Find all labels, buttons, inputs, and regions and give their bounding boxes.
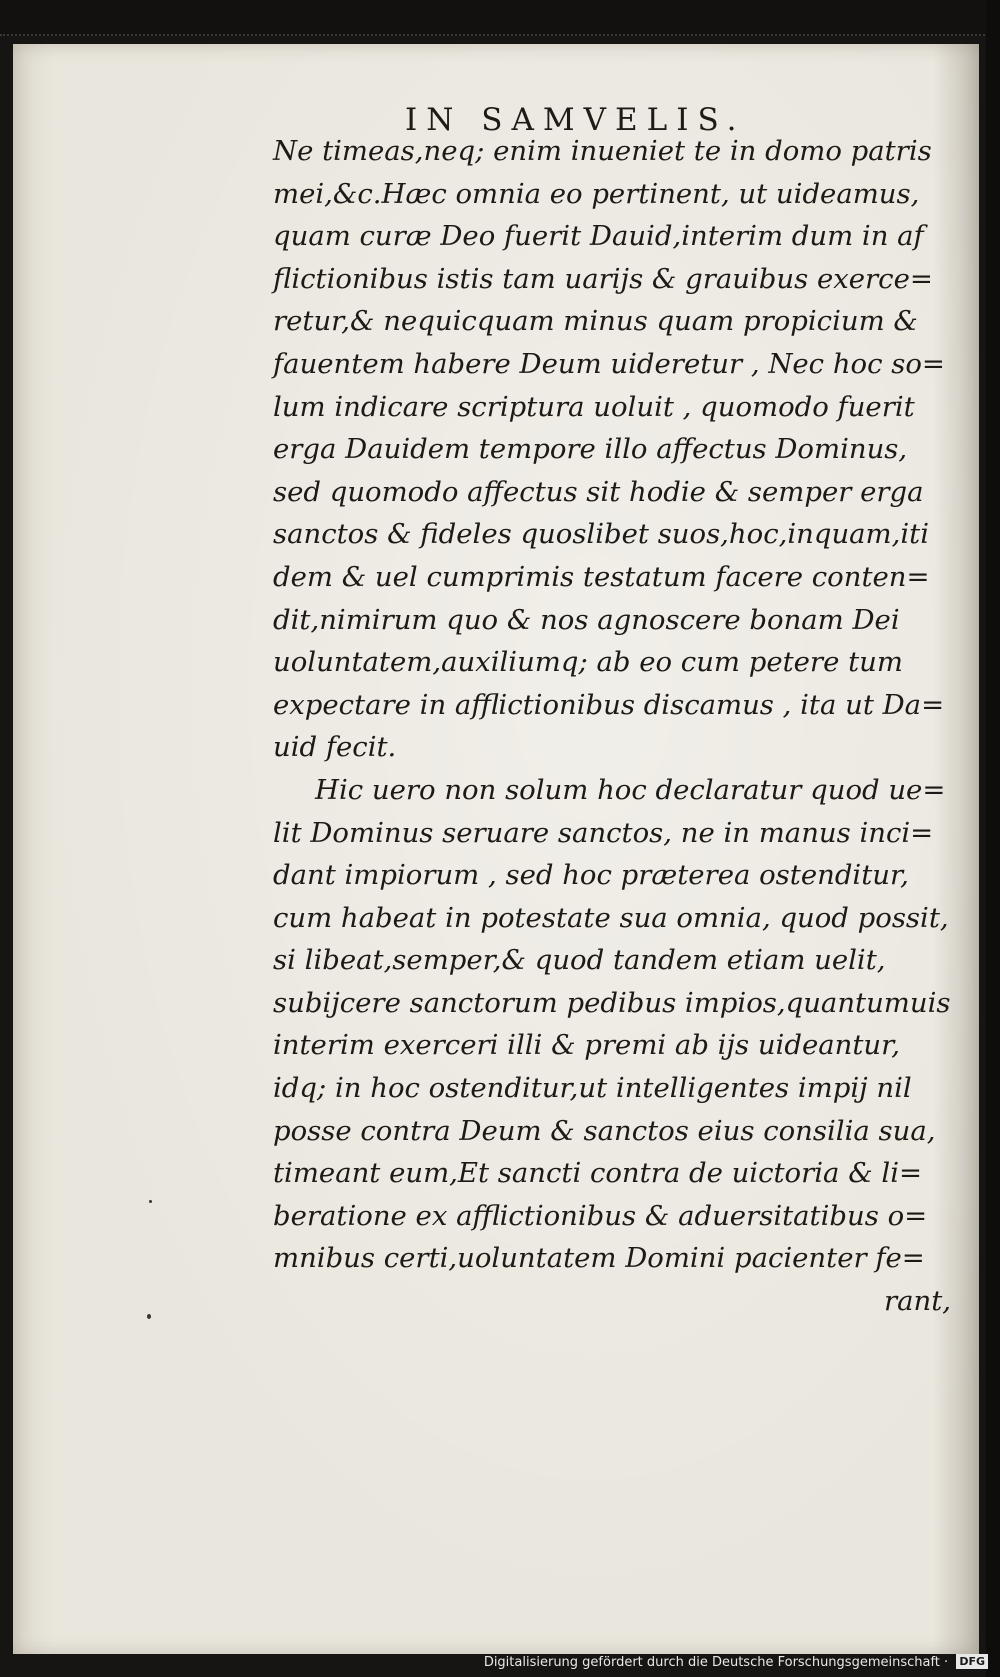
text-line-content: mei,&c.Hæc omnia eo pertinent, ut uideamus, [273,177,920,210]
text-line [273,897,973,940]
text-line-content: lum indicare scriptura uoluit , quomodo fuerit [273,390,915,423]
text-line-content: expectare in afflictionibus discamus , ita ut Da= [273,688,945,721]
text-line-content: lit Dominus seruare sanctos, ne in manus inci= [273,816,934,849]
text-line-content: retur,& nequicquam minus quam propicium & [273,305,918,338]
book-page [13,44,979,1654]
text-line-content: quam curæ Deo fuerit Dauid,interim dum in af [273,220,924,253]
text-line [273,513,973,556]
text-line-content: mnibus certi,uoluntatem Domini pacienter fe= [273,1242,925,1275]
text-line [273,215,973,258]
text-line [273,684,973,727]
text-line-content: erga Dauidem tempore illo affectus Dominus, [273,433,908,466]
text-line [273,1067,973,1110]
text-line [273,1195,973,1238]
text-line [273,939,973,982]
text-line-content: fauentem habere Deum uideretur , Nec hoc so= [273,347,945,380]
digitization-credit [484,1653,988,1673]
credit-text: Digitalisierung gefördert durch die Deutsche Forschungsgemeinschaft · [483,1655,949,1670]
running-head: IN SAMVELIS. [405,102,746,138]
text-line [273,599,973,642]
text-line [273,428,973,471]
text-line-content: uid fecit. [273,731,397,764]
text-line-content: dant impiorum , sed hoc præterea ostenditur, [273,859,909,892]
text-line [273,854,973,897]
text-line [273,556,973,599]
text-line-content: si libeat,semper,& quod tandem etiam uelit, [273,944,886,977]
text-line [273,726,973,769]
text-line-content: timeant eum,Et sancti contra de uictoria & li= [273,1157,923,1190]
text-line [273,1152,973,1195]
ink-speck [149,1200,152,1203]
text-line-content: interim exerceri illi & premi ab ijs uideantur, [273,1029,900,1062]
text-line [273,812,973,855]
text-line [273,1237,973,1280]
text-line [273,300,973,343]
text-line-content: sanctos & fideles quoslibet suos,hoc,inquam,iti [273,518,930,551]
text-line-content: cum habeat in potestate sua omnia, quod possit, [273,901,949,934]
text-line-content: sed quomodo affectus sit hodie & semper erga [273,475,924,508]
text-line-content: uoluntatem,auxiliumq; ab eo cum petere tum [273,646,903,679]
text-line [273,386,973,429]
text-line-content: dit,nimirum quo & nos agnoscere bonam Dei [273,603,900,636]
text-line-content: beratione ex afflictionibus & aduersitatibus o= [273,1199,928,1232]
text-line-content: rant, [883,1285,951,1318]
text-line [273,1024,973,1067]
text-line [273,130,973,173]
text-block [273,130,973,1323]
text-line [273,1110,973,1153]
text-line-content: posse contra Deum & sanctos eius consilia sua, [273,1114,936,1147]
text-line [273,982,973,1025]
text-line-content: idq; in hoc ostenditur,ut intelligentes impij nil [273,1072,912,1105]
text-line [273,641,973,684]
scan-top-edge [0,0,1000,36]
text-line-content: flictionibus istis tam uarijs & grauibus exerce= [273,262,933,295]
text-line-content: Ne timeas,neq; enim inueniet te in domo patris [273,135,932,167]
text-line [273,258,973,301]
text-line [273,1280,973,1323]
dfg-logo: DFG [956,1654,988,1669]
text-line [273,173,973,216]
scan-right-edge [986,0,1000,1677]
text-line-content: Hic uero non solum hoc declaratur quod ue= [315,773,946,806]
text-line [273,769,973,812]
text-line-content: dem & uel cumprimis testatum facere conten= [273,560,930,593]
text-line [273,471,973,514]
text-line [273,343,973,386]
text-line-content: subijcere sanctorum pedibus impios,quantumuis [273,986,951,1019]
ink-speck [147,1314,151,1319]
